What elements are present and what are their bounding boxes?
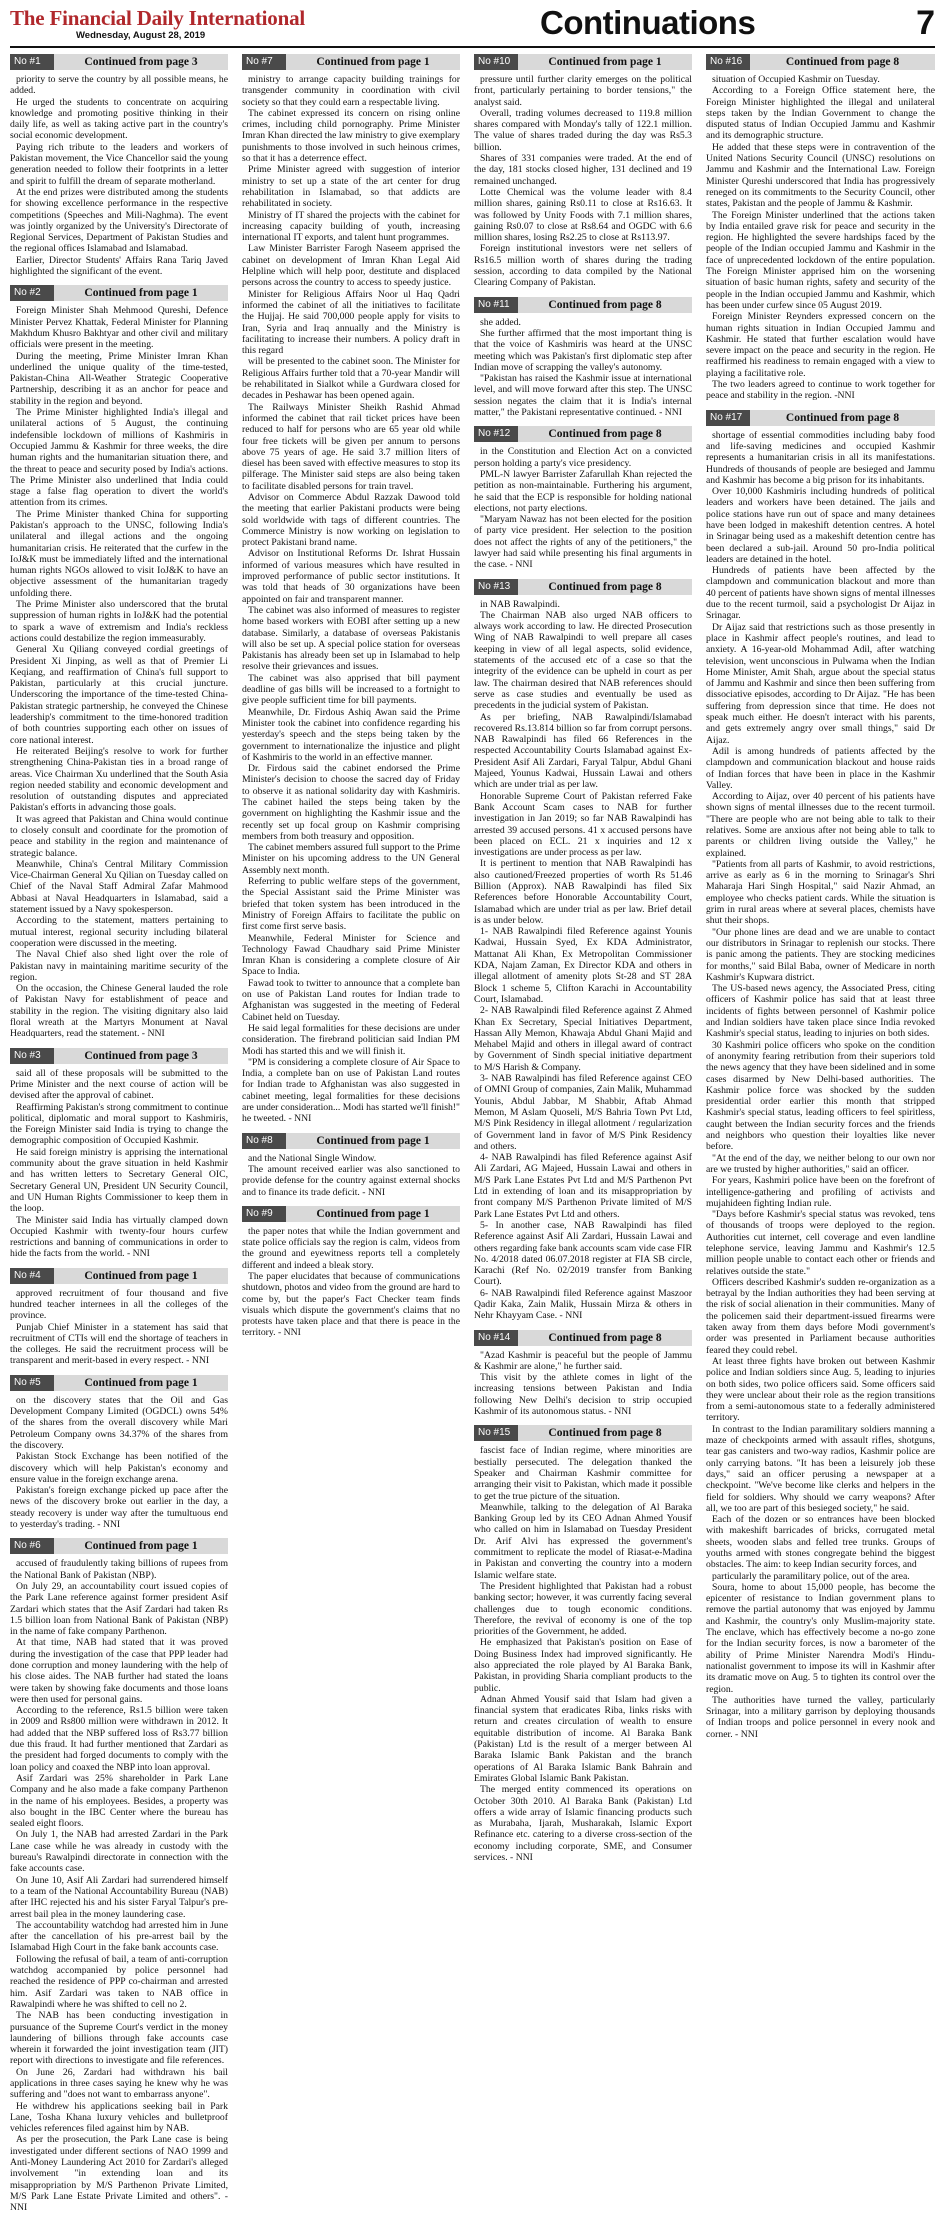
continued-from-label: Continued from page 8 bbox=[548, 1331, 662, 1344]
story bbox=[474, 54, 692, 289]
story bbox=[706, 54, 935, 402]
story-paragraph: In contrast to the Indian paramilitary soldiers manning a maze of checkpoints armed with assault rifles, shotguns, tear gas canisters and two-way radios, Kashmir police are only carrying batons. "It has been a leisurely job these days," said an officer perusing a newspaper at a checkpoint. "We've become like clerks and helpers in the field for soldiers. Why should we carry weapons? After all, we too are part of this besieged society," he said. bbox=[706, 1423, 935, 1514]
continuation-bar bbox=[10, 54, 228, 70]
story-paragraph: Overall, trading volumes decreased to 119.8 million shares compared with Monday's tally of 122.1 million. The value of shares traded during the day was Rs5.3 billion. bbox=[474, 107, 692, 153]
story bbox=[242, 1133, 460, 1198]
story-paragraph: Officers described Kashmir's sudden re-organization as a betrayal by the Indian authorities they had been serving at the risk of social alienation in their communities. Many of the policemen said their department-issued firearms were taken away from them days before Modi government's order was presented in Parliament because authorities feared they could rebel. bbox=[706, 1276, 935, 1356]
story-paragraph: in NAB Rawalpindi. bbox=[480, 598, 560, 610]
story-paragraph: 3- NAB Rawalpindi has filed Reference against CEO of OMNI Group of companies, Zain Malik, Muhammad Younis, Abdul Jabbar, M Shabbir, Aftab Ahmad Memon, M Aslam Quoseli, M/S Bahria Town Pvt Ltd, M/S Pink Residency in illegal allotment / regularization of Government land in favor of M/S Pink Residency and others. bbox=[474, 1073, 692, 1152]
continuation-bar bbox=[474, 1330, 692, 1346]
continued-from-label: Continued from page 1 bbox=[316, 56, 430, 68]
continuation-bar bbox=[10, 285, 228, 301]
story bbox=[242, 1206, 460, 1339]
story-paragraph: The Prime Minister also underscored that the brutal suppression of human rights in IoJ&K had the potential to spark a wave of extremism and India's reckless actions could destabilize the region immeasurably. bbox=[10, 599, 228, 644]
continuation-bar bbox=[10, 1048, 228, 1064]
story-paragraph: The Prime Minister highlighted India's illegal and unilateral actions of 5 August, the continuing indefensible lockdown of millions of Kashmiris in Occupied Jammu & Kashmir for three weeks, the dire human rights and the humanitarian situation there, and the threat to peace and security posed by India's actions. The Prime Minister also underlined that India could stage a false flag operation to divert the world's attention from its crimes. bbox=[10, 407, 228, 509]
story-paragraph: The authorities have turned the valley, particularly Srinagar, into a military garrison by deploying thousands of Indian troops and police personnel in every nook and corner. - NNI bbox=[706, 1694, 935, 1740]
story-number: No #1 bbox=[10, 54, 54, 70]
story-paragraph: According to the statement, matters pertaining to mutual interest, regional security including bilateral cooperation were discussed in the meeting. bbox=[10, 915, 228, 949]
continued-from-label: Continued from page 8 bbox=[548, 298, 662, 311]
story-paragraph: It is pertinent to mention that NAB Rawalpindi has also cautioned/Freezed properties of worth Rs 51.46 Billion (Approx). NAB Rawalpindi has filed Six References before Honorable Accountability Court, Islamabad which are under trial as per law. Brief detail is as under below. bbox=[474, 858, 692, 926]
story-paragraph: priority to serve the country by all possible means, he added. bbox=[10, 74, 228, 97]
story-paragraph: 6- NAB Rawalpindi filed Reference against Maszoor Qadir Kaka, Zain Malik, Hussain Mirza & others in Nehr Khayyam Case. - NNI bbox=[474, 1287, 692, 1322]
continued-from-label: Continued from page 1 bbox=[316, 1134, 430, 1147]
continuation-bar bbox=[10, 1268, 228, 1284]
story-number: No #5 bbox=[10, 1375, 54, 1391]
story bbox=[10, 1375, 228, 1531]
story-paragraph: Adil is among hundreds of patients affected by the clampdown and communication blackout and house raids of Indian forces that have been in place in the Kashmir Valley. bbox=[706, 745, 935, 791]
story bbox=[474, 297, 692, 419]
story-paragraph: As per briefing, NAB Rawalpindi/Islamabad recovered Rs.13.814 billion so far from corrupt persons. NAB Rawalpindi has filed 66 References in the respected Accountability Courts Islamabad against Ex-President Asif Ali Zardari, Faryal Talpur, Abdul Ghani Majeed, Younus Kadwai, Hussain Lawai and others which are under trial as per law. bbox=[474, 711, 692, 791]
story-paragraph: Foreign institutional investors were net sellers of Rs16.5 million worth of shares during the trading session, according to data compiled by the National Clearing Company of Pakistan. bbox=[474, 243, 692, 289]
story-paragraph: Soura, home to about 15,000 people, has become the epicenter of resistance to Indian government plans to remove the partial autonomy that was enjoyed by Jammu and Kashmir, the country's only Muslim-majority state. The enclave, which has effectively become a no-go zone for the Indian security forces, is now a barometer of the ability of Prime Minister Narendra Modi's Hindu-nationalist government to impose its will in Kashmir after its dramatic move on Aug. 5 to tighten its control over the region. bbox=[706, 1581, 935, 1695]
story-paragraph: pressure until further clarity emerges on the political front, particularly pertaining to border tensions," the analyst said. bbox=[474, 74, 692, 108]
continuation-bar bbox=[10, 1375, 228, 1391]
story-paragraph: Meanwhile, Dr. Firdous Ashiq Awan said the Prime Minister took the cabinet into confidence regarding his yesterday's speech and the steps being taken by the government to internationalize the injustice and plight of Kashmiris to the world in an effective manner. bbox=[242, 706, 460, 763]
story-paragraph: On June 10, Asif Ali Zardari had surrendered himself to a team of the National Accountability Bureau (NAB) after IHC rejected his and his sister Faryal Talpur's pre-arrest bail plea in the money laundering case. bbox=[10, 1874, 228, 1920]
story bbox=[10, 1268, 228, 1367]
story-paragraph: "Our phone lines are dead and we are unable to contact our distributors in Srinagar to replenish our stocks. There is panic among the patients. They are stocking medicines for months," said Bilal Baba, owner of Medicare in north Kashmir's Kupwara district. bbox=[706, 926, 935, 983]
column-2 bbox=[242, 54, 460, 1580]
story-paragraph: Advisor on Commerce Abdul Razzak Dawood told the meeting that earlier Pakistani products were being sold worldwide with tags of different countries. The Commerce Ministry is now working on legislation to protect Pakistani brand name. bbox=[242, 491, 460, 549]
story-paragraph: in the Constitution and Election Act on a convicted person holding a party's vice presidency. bbox=[474, 446, 692, 469]
continuation-bar bbox=[474, 426, 692, 442]
story-paragraph: On June 26, Zardari had withdrawn his bail applications in three cases saying he knew why he was suffering and "does not want to embarrass anyone". bbox=[10, 2066, 228, 2101]
story bbox=[474, 1425, 692, 1863]
story-paragraph: Referring to public welfare steps of the government, the Special Assistant said the Prime Minister was briefed that token system has been introduced in the Ministry of Foreign Affairs to facilitate the public on first come first serve basis. bbox=[242, 876, 460, 933]
continued-from-label: Continued from page 8 bbox=[548, 1427, 662, 1440]
story-paragraph: "Maryam Nawaz has not been elected for the position of party vice president. Her selection to the position does not affect the rights of any of the petitioners," the lawyer had said while presenting his final arguments in the case. - NNI bbox=[474, 514, 692, 571]
continued-from-label: Continued from page 3 bbox=[84, 1049, 198, 1062]
story-paragraph: Foreign Minister Shah Mehmood Qureshi, Defence Minister Pervez Khattak, Federal Minister for Planning Makhdum Khusro Bakhtyar and other civil and military officials were present in the meeting. bbox=[10, 305, 228, 351]
story-paragraph: The accountability watchdog had arrested him in June after the cancellation of his pre-arrest bail by the Islamabad High Court in the fake bank accounts case. bbox=[10, 1919, 228, 1954]
story-paragraph: Hundreds of patients have been affected by the clampdown and communication blackout and more than 40 percent of patients have shown signs of mental illnesses due to the recent turmoil, said a psychologist Dr Aijaz in Srinagar. bbox=[706, 565, 935, 622]
continuation-bar bbox=[242, 54, 460, 70]
story-paragraph: According to the reference, Rs1.5 billion were taken in 2009 and Rs800 million were withdrawn in 2012. It had added that the NBP suffered loss of Rs3.77 billion due this fraud. It had further mentioned that Zardari as the president had forged documents to comply with the loan policy and coaxed the NBP into loan approval. bbox=[10, 1705, 228, 1773]
story-paragraph: "PM is considering a complete closure of Air Space to India, a complete ban on use of Pakistan Land routes for Indian trade to Afghanistan was also suggested in cabinet meeting, legal formalities for these decisions are under consideration... Modi has started we'll finish!" he tweeted. - NNI bbox=[242, 1056, 460, 1125]
story-paragraph: Ministry of IT shared the projects with the cabinet for increasing capacity building of youth, increasing international IT exports, and talent hunt programmes. bbox=[242, 209, 460, 244]
story-number: No #17 bbox=[706, 410, 750, 426]
story bbox=[10, 54, 228, 277]
story-paragraph: On the occasion, the Chinese General lauded the role of Pakistan Navy for establishment of peace and stability in the region. The visiting dignitary also laid floral wreath at the Martyrs Monument at Naval Headquarters, read the statement. - NNI bbox=[10, 983, 228, 1040]
story-paragraph: He added that these steps were in contravention of the United Nations Security Council (UNSC) resolutions on Jammu and Kashmir and the International Law. Foreign Minister Qureshi underscored that India has progressively reneged on its commitments to the Security Council, other states, Pakistan and the people of Jammu & Kashmir. bbox=[706, 141, 935, 210]
continued-from-label: Continued from page 8 bbox=[785, 411, 900, 424]
story-paragraph: "Azad Kashmir is peaceful but the people of Jammu & Kashmir are alone," he further said. bbox=[474, 1349, 692, 1372]
paper-name: The Financial Daily International bbox=[10, 6, 306, 30]
story-paragraph: He urged the students to concentrate on acquiring knowledge and promoting positive thinking in their daily life, as well as taking active part in the country's social economic development. bbox=[10, 96, 228, 142]
continuation-bar bbox=[474, 1425, 692, 1441]
story-number: No #13 bbox=[474, 579, 518, 595]
story-number: No #15 bbox=[474, 1425, 518, 1441]
story-paragraph: Law Minister Barrister Farogh Naseem apprised the cabinet on development of Imran Khan Legal Aid Helpline which will help poor, destitute and displaced persons across the country to access to speedy justice. bbox=[242, 243, 460, 289]
column-1 bbox=[10, 54, 228, 2214]
story-paragraph: The Naval Chief also shed light over the role of Pakistan navy in maintaining maritime security of the region. bbox=[10, 949, 228, 983]
story bbox=[474, 1330, 692, 1418]
story-paragraph: At least three fights have broken out between Kashmir police and Indian soldiers since Aug. 5, leading to injuries on both sides, two police officers said. Some officers said they were unclear about their role as the region transitions from a semi-autonomous state to a federally administered territory. bbox=[706, 1355, 935, 1424]
story-paragraph: On July 29, an accountability court issued copies of the Park Lane reference against former president Asif Zardari which states that the Asif Zardari had taken Rs 1.5 billion loan from National Bank of Pakistan (NBP) in the name of fake company Parthenon. bbox=[10, 1580, 228, 1638]
story-paragraph: the paper notes that while the Indian government and state police officials say the region is calm, videos from the ground and eyewitness reports tell a completely different and indeed a bleak story. bbox=[242, 1225, 460, 1271]
story-number: No #7 bbox=[242, 54, 286, 70]
story-paragraph: Foreign Minister Reynders expressed concern on the human rights situation in Indian Occupied Jammu and Kashmir. He stated that further escalation would have severe impact on the peace and security in the region. He reaffirmed his readiness to remain engaged with a view to playing a facilitative role. bbox=[706, 311, 935, 379]
section-title: Continuations bbox=[540, 4, 756, 41]
story-paragraph: "Pakistan has raised the Kashmir issue at international level, and will move forward after this step. The UNSC session negates the claim that it is India's internal matter," the Pakistani representative continued. - NNI bbox=[474, 373, 692, 419]
story-paragraph: This visit by the athlete comes in light of the increasing tensions between Pakistan and India following New Delhi's decision to strip occupied Kashmir of its autonomous status. - NNI bbox=[474, 1372, 692, 1418]
continuation-bar bbox=[242, 1133, 460, 1149]
story-paragraph: particularly the paramilitary police, out of the area. bbox=[712, 1570, 910, 1582]
story-paragraph: Dr Aijaz said that restrictions such as those presently in place in Kashmir affect people's routines, and lead to anxiety. A 16-year-old Mohammad Adil, after watching television, went unconscious in Pulwama when the Indian Home Minister, Amit Shah, argue about the special status of Jammu and Kashmir and since then been suffering from dissociative episodes, according to Dr Aijaz. "He has been suffering from depression since that time. He does not speak much either. He doesn't interact with his parents, and gets extremely angry over small things," said Dr Aijaz. bbox=[706, 621, 935, 746]
story-paragraph: It was agreed that Pakistan and China would continue to closely consult and coordinate for the promotion of peace and stability in the region and maintenance of strategic balance. bbox=[10, 813, 228, 859]
story-paragraph: On July 1, the NAB had arrested Zardari in the Park Lane case while he was already in custody with the bureau's Rawalpindi directorate in connection with the fake accounts case. bbox=[10, 1829, 228, 1875]
story-paragraph: approved recruitment of four thousand and five hundred teacher internees in all the colleges of the province. bbox=[10, 1287, 228, 1322]
story-paragraph: The Prime Minister thanked China for supporting Pakistan's approach to the UNSC, following India's unilateral and illegal actions and the ongoing humanitarian crisis. He reiterated that the curfew in the IoJ&K must be immediately lifted and the international human rights NGOs allowed to visit IoJ&K to have an objective assessment of the humanitarian tragedy unfolding there. bbox=[10, 508, 228, 599]
issue-date: Wednesday, August 28, 2019 bbox=[76, 30, 206, 41]
story-paragraph: Meanwhile, China's Central Military Commission Vice-Chairman General Xu Qilian on Tuesday called on Chief of the Naval Staff Admiral Zafar Mahmood Abbasi at Naval Headquarters in Islamabad, said a statement issued by a Navy spokesperson. bbox=[10, 858, 228, 916]
continued-from-label: Continued from page 8 bbox=[548, 580, 662, 593]
story-paragraph: The merged entity commenced its operations on October 30th 2010. Al Baraka Bank (Pakistan) Ltd offers a wide array of Islamic financing products such as Murabaha, Ijarah, Musharakah, Islamic Export Refinance etc. catering to a diverse cross-section of the economy including corporate, SME, and Consumer services. - NNI bbox=[474, 1784, 692, 1864]
story-paragraph: The cabinet was also informed of measures to register home based workers with EOBI after setting up a new database. Similarly, a database of overseas Pakistanis will also be set up. A special police station for overseas Pakistanis has already been set up in Islamabad to help resolve their grievances and issues. bbox=[242, 604, 460, 673]
story-paragraph: "Patients from all parts of Kashmir, to avoid restrictions, arrive as early as 6 in the morning to Srinagar's Shri Maharaja Hari Singh Hospital," said Nazir Ahmad, an employee who checks patient cards. While the situation is grim in rural areas where at several places, chemists have shut their shops. bbox=[706, 858, 935, 927]
continued-from-label: Continued from page 8 bbox=[548, 428, 662, 441]
story-number: No #10 bbox=[474, 54, 518, 70]
story-number: No #4 bbox=[10, 1268, 54, 1284]
story-number: No #16 bbox=[706, 54, 750, 70]
story-paragraph: Pakistan's foreign exchange picked up pace after the news of the discovery broke out earlier in the day, a steady recovery is under way after the tumultuous end to yesterday's trading. - NNI bbox=[10, 1485, 228, 1531]
story-paragraph: He emphasized that Pakistan's position on Ease of Doing Business Index had improved significantly. He also appreciated the role played by Al Baraka Bank, Pakistan, in providing Sharia compliant products to the public. bbox=[474, 1637, 692, 1694]
column-3 bbox=[474, 54, 692, 1864]
continuation-bar bbox=[10, 1538, 228, 1554]
story-paragraph: and the National Single Window. bbox=[248, 1152, 377, 1164]
story-paragraph: Minister for Religious Affairs Noor ul Haq Qadri informed the cabinet of all the initiatives to facilitate the Hujjaj. He said 700,000 people apply for visits to Iran, Syria and Iraq annually and the Ministry is facilitating to increase their numbers. A policy draft in this regard bbox=[242, 288, 460, 357]
story-paragraph: Asif Zardari was 25% shareholder in Park Lane Company and he also made a fake company Parthenon in the name of his employees. Besides, a property was also bought in the IBC Center where the bureau has sealed eight floors. bbox=[10, 1772, 228, 1830]
story-paragraph: Dr. Firdous said the cabinet endorsed the Prime Minister's decision to choose the sacred day of Friday to observe it as national solidarity day with Kashmiris. The cabinet hailed the steps being taken by the government on highlighting the Kashmir issue and the recently set up focal group on Kashmir comprising members from both treasury and opposition. bbox=[242, 763, 460, 842]
story-paragraph: Fawad took to twitter to announce that a complete ban on use of Pakistan Land routes for Indian trade to Afghanistan was suggested in the meeting of Federal Cabinet held on Tuesday. bbox=[242, 977, 460, 1023]
story-paragraph: Reaffirming Pakistan's strong commitment to continue political, diplomatic and moral support to Kashmiris, the Foreign Minister said India is trying to change the demographic composition of Occupied Kashmir. bbox=[10, 1101, 228, 1147]
story-paragraph: The cabinet expressed its concern on rising online crimes, including child pornography. Prime Minister Imran Khan directed the law ministry to give exemplary punishments to those involved in such heinous crimes, so that it has a deterrence effect. bbox=[242, 107, 460, 165]
story-number: No #14 bbox=[474, 1330, 518, 1346]
story-paragraph: Adnan Ahmed Yousif said that Islam had given a financial system that eradicates Riba, links risks with return and creates circulation of wealth to ensure equitable distribution of income. Al Baraka Bank (Pakistan) Ltd is the result of a merger between Al Baraka Islamic Bank Pakistan and the branch operations of Al Baraka Islamic Bank Bahrain and Emirates Global Islamic Bank Pakistan. bbox=[474, 1693, 692, 1784]
story-number: No #12 bbox=[474, 426, 518, 442]
story-paragraph: "Days before Kashmir's special status was revoked, tens of thousands of troops were deployed to the region. Authorities cut internet, cell coverage and even landline telephone service, leaving Jammu and Kashmir's 12.5 million people unable to contact each other or friends and relatives outside the state." bbox=[706, 1209, 935, 1277]
story-number: No #8 bbox=[242, 1133, 286, 1149]
story-number: No #6 bbox=[10, 1538, 54, 1554]
story-number: No #11 bbox=[474, 297, 518, 313]
story-paragraph: At the end prizes were distributed among the students for showing excellence performance in the respective competitions (Speeches and Mili-Naghma). The event was jointly organized by the University's Directorate of Regional Services, Department of Pakistan Studies and the regional offices Islamabad and Islamabad. bbox=[10, 186, 228, 255]
story-paragraph: The Railways Minister Sheikh Rashid Ahmad informed the cabinet that rail ticket prices have been reduced to half for persons who are 65 year old while four free tickets will be given per annum to persons above 75 years of age. He said 3.7 million liters of diesel has been saved with effective measures to stop its pilferage. The Minister said steps are also being taken to facilitate disabled persons for train travel. bbox=[242, 401, 460, 492]
story-paragraph: The President highlighted that Pakistan had a robust banking sector; however, it was currently facing several challenges due to tough economic conditions. Therefore, the revival of economy is one of the top priorities of the Government, he added. bbox=[474, 1580, 692, 1638]
story-paragraph: 5- In another case, NAB Rawalpindi has filed Reference against Asif Ali Zardari, Hussain Lawai and others regarding fake bank accounts scam vide case FIR No. 4/2018 dated 06.07.2018 register at FIA SB circle, Karachi (Ref No. 02/2019 transfer from Banking Court). bbox=[474, 1219, 692, 1288]
story-paragraph: 30 Kashmiri police officers who spoke on the condition of anonymity fearing retribution from their superiors told the news agency that they have been sidelined and in some cases disarmed by New Delhi-based authorities. The Kashmir police force was shocked by the sudden presidential order earlier this month that stripped Kashmir's special status, leading officers to feel spiritless, caught between the Indian security forces and the friends and neighbors who question their loyalties like never before. bbox=[706, 1039, 935, 1153]
story-paragraph: on the discovery states that the Oil and Gas Development Company Limited (OGDCL) owns 54% of the shares from the overall discovery while Mari Petroleum Company owns 34.37% of the shares from the discovery. bbox=[10, 1394, 228, 1451]
story-paragraph: According to Aijaz, over 40 percent of his patients have shown signs of mental illnesses due to the recent turmoil. "There are people who are not being able to talk to their relatives. Some are anxious after not being able to talk to parents or children living outside the Valley," he explained. bbox=[706, 791, 935, 859]
continued-from-label: Continued from page 8 bbox=[785, 56, 900, 68]
continuation-bar bbox=[706, 54, 935, 70]
continued-from-label: Continued from page 1 bbox=[548, 56, 662, 68]
column-4 bbox=[706, 54, 935, 1740]
continuation-bar bbox=[706, 410, 935, 426]
story-paragraph: fascist face of Indian regime, where minorities are bestially persecuted. The delegation thanked the Speaker and Chairman Kashmir committee for arranging their visit to Pakistan, which made it possible to get the true picture of the situation. bbox=[474, 1445, 692, 1502]
story-paragraph: The Chairman NAB also urged NAB officers to always work according to law. He directed Prosecution Wing of NAB Rawalpindi to well prepare all cases keeping in view of all legal aspects, solid evidence, statements of the accused etc of a case so that the integrity of the evidence can be upheld in court as per law. The chairman desired that NAB references should serve as case studies and eventually be used as precedents in the judicial system of Pakistan. bbox=[474, 609, 692, 712]
story-paragraph: Following the refusal of bail, a team of anti-corruption watchdog accompanied by police personnel had reached the residence of PPP co-chairman and arrested him. Asif Zardari was taken to NAB office in Rawalpindi where he was shifted to cell no 2. bbox=[10, 1953, 228, 2010]
continued-from-label: Continued from page 1 bbox=[84, 287, 198, 300]
story-paragraph: The cabinet members assured full support to the Prime Minister on his upcoming address to the UN General Assembly next month. bbox=[242, 842, 460, 876]
story-paragraph: Over 10,000 Kashmiris including hundreds of political leaders and workers have been detained. The jails and police stations have run out of space and many detainees have been lodged in makeshift detention centres. A hotel in Srinagar being used as a makeshift detention centre has been declared a sub-jail. Around 50 pro-India political leaders are detained in the hotel. bbox=[706, 486, 935, 565]
story-paragraph: Lotte Chemical was the volume leader with 8.4 million shares, gaining Rs0.11 to close at Rs16.63. It was followed by Unity Foods with 7.1 million shares, gaining Rs0.07 to close at Rs8.64 and OGDC with 6.6 million shares, losing Rs2.25 to close at Rs113.97. bbox=[474, 186, 692, 244]
story-paragraph: Earlier, Director Students' Affairs Rana Tariq Javed highlighted the significant of the event. bbox=[10, 254, 228, 278]
story-paragraph: PML-N lawyer Barrister Zafarullah Khan rejected the petition as non-maintainable. Furthering his argument, he said that the ECP is responsible for holding national elections, not party elections. bbox=[474, 468, 692, 514]
header-rule bbox=[10, 46, 935, 48]
story-paragraph: 1- NAB Rawalpindi filed Reference against Younis Kadwai, Hussain Syed, Ex KDA Administrator, Mattanat Ali Khan, Ex Metropolitan Commissioner KDA, Najam Zaman, Ex Director KDA and others in illegal allotment of amenity plots St-28 and ST 28A Block 1 scheme 5, Clifton Karachi in Accountability Court, Islamabad. bbox=[474, 926, 692, 1005]
story-paragraph: Meanwhile, Federal Minister for Science and Technology Fawad Chaudhary said Prime Minister Imran Khan is considering a complete closure of Air Space to India. bbox=[242, 932, 460, 978]
masthead bbox=[10, 4, 935, 44]
story-paragraph: Shares of 331 companies were traded. At the end of the day, 181 stocks closed higher, 131 declined and 19 remained unchanged. bbox=[474, 153, 692, 187]
story-number: No #9 bbox=[242, 1206, 286, 1222]
story-paragraph: said all of these proposals will be submitted to the Prime Minister and the next course of action will be devised after the approval of cabinet. bbox=[10, 1067, 228, 1102]
story-paragraph: she added. bbox=[480, 316, 521, 328]
story-paragraph: "At the end of the day, we neither belong to our own nor are we trusted by higher authorities," said an officer. bbox=[706, 1152, 935, 1175]
story-paragraph: The paper elucidates that because of communications shutdown, photos and video from the ground are hard to come by, but the paper's Fact Checker team finds visuals which dispute the government's claims that no protests have taken place and that there is peace in the territory. - NNI bbox=[242, 1270, 460, 1339]
continued-from-label: Continued from page 1 bbox=[84, 1269, 198, 1282]
story-paragraph: Punjab Chief Minister in a statement has said that recruitment of CTIs will end the shortage of teachers in the colleges. He said the recruitment process will be transparent and merit-based in every respect. - NNI bbox=[10, 1321, 228, 1367]
story-paragraph: For years, Kashmiri police have been on the forefront of intelligence-gathering and profiling of activists and mujahideen fighting Indian rule. bbox=[706, 1175, 935, 1209]
continued-from-label: Continued from page 1 bbox=[316, 1207, 430, 1220]
story-paragraph: Honorable Supreme Court of Pakistan referred Fake Bank Account Scam cases to NAB for further investigation in Jan 2019; so far NAB Rawalpindi has arrested 39 accused persons. 41 x accused persons have been placed on ECL. 21 x inquiries and 12 x investigations are under process as per law. bbox=[474, 790, 692, 859]
story-paragraph: The cabinet was also apprised that bill payment deadline of gas bills will be increased to a fortnight to give people sufficient time for bill payments. bbox=[242, 672, 460, 707]
story-paragraph: During the meeting, Prime Minister Imran Khan underlined the unique quality of the time-tested, Pakistan-China All-Weather Strategic Cooperative Partnership, describing it as an anchor for peace and stability in the region and beyond. bbox=[10, 350, 228, 407]
story-paragraph: According to a Foreign Office statement here, the Foreign Minister highlighted the illegal and unilateral steps taken by the Indian Government to change the disputed status of Indian Occupied Jammu and Kashmir and its demographic structure. bbox=[706, 85, 935, 142]
story bbox=[10, 1538, 228, 2213]
story-paragraph: General Xu Qiliang conveyed cordial greetings of President Xi Jinping, as well as that of Premier Li Keqiang, and reaffirmation of China's full support to Pakistan, particularly at this crucial juncture. Underscoring the importance of the time-tested China-Pakistan strategic partnership, he conveyed the Chinese leadership's commitment to the time-honored tradition of both countries supporting each other on issues of core national interest. bbox=[10, 644, 228, 746]
story-paragraph: 4- NAB Rawalpindi has filed Reference against Asif Ali Zardari, AG Majeed, Hussain Lawai and others in M/S Park Lane Estates Pvt Ltd and M/S Parthenon Pvt Ltd in extending of loan and its misappropriation by front company M/S Parthenon Private limited of M/S Park Lane Estates Pvt Ltd and others. bbox=[474, 1152, 692, 1220]
story-paragraph: He withdrew his applications seeking bail in Park Lane, Tosha Khana luxury vehicles and bulletproof vehicles references filed against him by NAB. bbox=[10, 2100, 228, 2135]
story-paragraph: Meanwhile, talking to the delegation of Al Baraka Banking Group led by its CEO Adnan Ahmed Yousif who called on him in Islamabad on Tuesday President Dr. Arif Alvi has expressed the government's commitment to replicate the model of Riasat-e-Madina in Pakistan and converting the country into a modern Islamic welfare state. bbox=[474, 1501, 692, 1581]
continuation-bar bbox=[242, 1206, 460, 1222]
story-paragraph: He reiterated Beijing's resolve to work for further strengthening China-Pakistan ties in a broad range of areas. Vice Chairman Xu underlined that the South Asia region needed stability and economic development and resolution of outstanding disputes and appreciated Pakistan's efforts in advancing those goals. bbox=[10, 745, 228, 814]
story-paragraph: The NAB has been conducting investigation in pursuance of the Supreme Court's verdict in the money laundering of billions through fake accounts case wherein it forwarded the joint investigation team (JIT) report with directions to investigate and file references. bbox=[10, 2010, 228, 2067]
story-paragraph: The Foreign Minister underlined that the actions taken by India entailed grave risk for peace and security in the region. He highlighted the severe hardships faced by the people of the Indian occupied Jammu and Kashmir in the face of unprecedented lockdown of the entire population. The Foreign Minister apprised him on the worsening situation of basic human rights, safety and security of the people in the Indian occupied Jammu and Kashmir, which has been under curfew since 05 August 2019. bbox=[706, 209, 935, 311]
story bbox=[10, 285, 228, 1039]
story-paragraph: He said legal formalities for these decisions are under consideration. The firebrand politician said Indian PM Modi has started this and we will finish it. bbox=[242, 1022, 460, 1057]
story-paragraph: She further affirmed that the most important thing is that the voice of Kashmiris was heard at the UNSC meeting which was Pakistan's first diplomatic step after Indian move of scrapping the valley's autonomy. bbox=[474, 327, 692, 373]
continuation-bar bbox=[474, 297, 692, 313]
story-paragraph: The two leaders agreed to continue to work together for peace and stability in the region. -NNI bbox=[706, 379, 935, 402]
story-paragraph: The US-based news agency, the Associated Press, citing officers of Kashmir police has said that at least three incidents of fights between personnel of Kashmir police and Indian soldiers have taken place since India revoked Kashmir's special status, leading to injuries on both sides. bbox=[706, 983, 935, 1040]
story-paragraph: The Minister said India has virtually clamped down Occupied Kashmir with twenty-four hours curfew restrictions and banning of communications in order to hide the facts from the world. - NNI bbox=[10, 1214, 228, 1260]
story-paragraph: As per the prosecution, the Park Lane case is being investigated under different sections of NAO 1999 and Anti-Money Laundering Act 2010 for Zardari's alleged involvement "in extending loan and its misappropriation by M/S Parthenon Private Limited, M/S Park Lane Estate Private Limited and others". - NNI bbox=[10, 2134, 228, 2214]
story-paragraph: shortage of essential commodities including baby food and life-saving medicines and occupied Kashmir represents a humanitarian crisis in all its manifestations. Hundreds of thousands of people are besieged and Jammu and Kashmir has become a big prison for its inhabitants. bbox=[706, 429, 935, 486]
story bbox=[706, 410, 935, 1740]
story-paragraph: will be presented to the cabinet soon. The Minister for Religious Affairs further told that a 70-year Mandir will be rehabilitated in Sialkot while a Gurdwara closed for decades in Peshawar has been opened again. bbox=[242, 356, 460, 402]
story-paragraph: Pakistan Stock Exchange has been notified of the discovery which will help Pakistan's economy and ensure value in the foreign exchange arena. bbox=[10, 1451, 228, 1485]
continued-from-label: Continued from page 1 bbox=[84, 1540, 198, 1553]
story-paragraph: 2- NAB Rawalpindi filed Reference against Z Ahmed Khan Ex Secretary, Special Initiatives Department, Hassan Ally Memon, Khawaja Abdul Ghani Majid and Mehabel Majid and others in illegal award of contract by Government of Sindh special initiative department to M/S Harish & Company. bbox=[474, 1005, 692, 1073]
story-paragraph: Each of the dozen or so entrances have been blocked with makeshift barricades of bricks, corrugated metal sheets, wooden slabs and felled tree trunks. Groups of youths armed with stones congregate behind the biggest obstacles. The aim: to keep Indian security forces, and bbox=[706, 1514, 935, 1571]
continuation-bar bbox=[474, 54, 692, 70]
story-paragraph: situation of Occupied Kashmir on Tuesday. bbox=[712, 74, 880, 85]
continued-from-label: Continued from page 1 bbox=[84, 1376, 198, 1389]
story-paragraph: ministry to arrange capacity building trainings for transgender community in coordination with civil society so that they could earn a respectable living. bbox=[242, 74, 460, 108]
story-paragraph: Advisor on Institutional Reforms Dr. Ishrat Hussain informed of various measures which have resulted in improved performance of public sector institutions. It was told that heads of 30 organizations have been appointed on fair and transparent manner. bbox=[242, 548, 460, 605]
story-number: No #2 bbox=[10, 285, 54, 301]
story-paragraph: He said foreign ministry is apprising the international community about the grave situation in held Kashmir and has written letters to Secretary General OIC, Secretary General UN, President UN Security Council, and UN Human Rights Commissioner to keep them in the loop. bbox=[10, 1146, 228, 1215]
story-paragraph: Prime Minister agreed with suggestion of interior ministry to set up a state of the art center for drug rehabilitation in Islamabad, so that addicts are rehabilitated in society. bbox=[242, 164, 460, 210]
story-paragraph: At that time, NAB had stated that it was proved during the investigation of the case that PPP leader had done corruption and money laundering with the help of his close aides. The NAB further had stated the loans were taken by showing fake documents and those loans were then used for personal gains. bbox=[10, 1637, 228, 1705]
story-paragraph: The amount received earlier was also sanctioned to provide defense for the country against external shocks and to finance its trade deficit. - NNI bbox=[242, 1163, 460, 1198]
story-paragraph: accused of fraudulently taking billions of rupees from the National Bank of Pakistan (NBP). bbox=[10, 1558, 228, 1581]
page-number: 7 bbox=[916, 4, 935, 42]
continued-from-label: Continued from page 3 bbox=[84, 56, 198, 68]
story bbox=[242, 54, 460, 1125]
story bbox=[10, 1048, 228, 1260]
story-number: No #3 bbox=[10, 1048, 54, 1064]
story-paragraph: Paying rich tribute to the leaders and workers of Pakistan movement, the Vice Chancellor said the young generation needed to follow their footprints in a letter and spirit to fulfill the dream of separate motherland. bbox=[10, 141, 228, 187]
story bbox=[474, 426, 692, 570]
story bbox=[474, 579, 692, 1322]
continuation-bar bbox=[474, 579, 692, 595]
